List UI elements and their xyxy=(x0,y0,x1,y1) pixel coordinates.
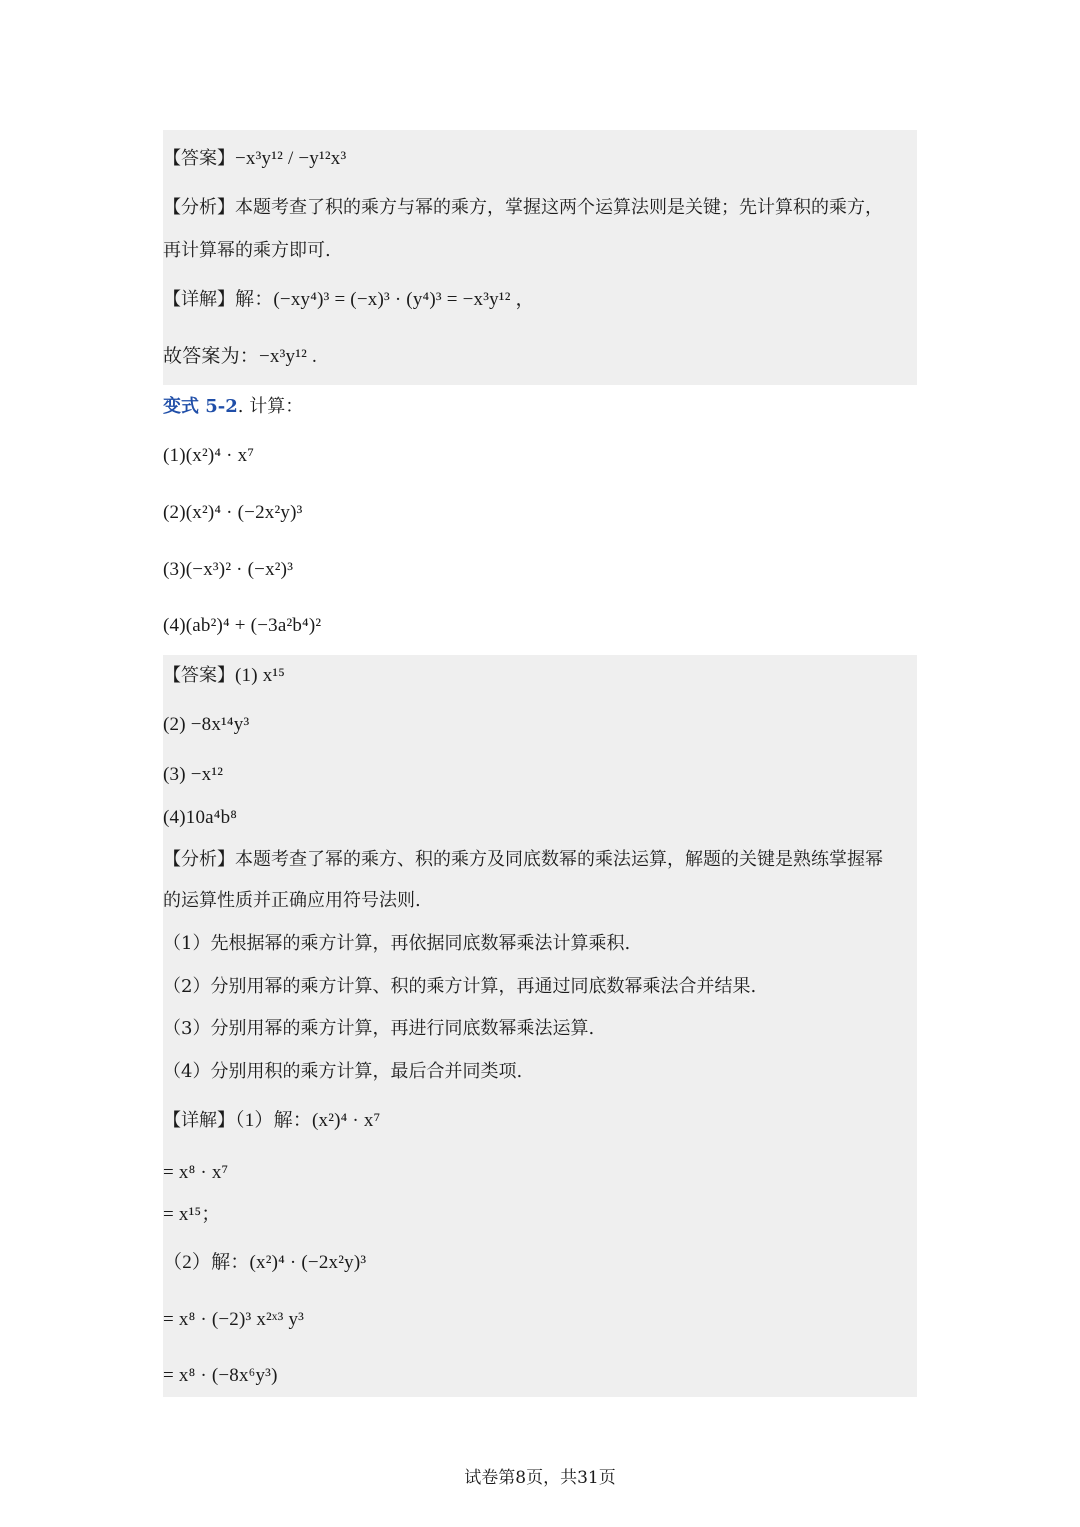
analysis2-line-1 xyxy=(163,846,883,874)
detail-label: 【详解】 xyxy=(163,289,235,310)
analysis-label: 【分析】 xyxy=(163,197,235,218)
question-heading xyxy=(163,393,303,421)
question-label: 变式 5-2 xyxy=(163,396,238,417)
question-item-2: (2)(x²)⁴ · (−2x²y)³ xyxy=(163,502,303,523)
question-tail: . 计算： xyxy=(237,396,304,417)
analysis-text-1: 本题考查了积的乘方与幂的乘方，掌握这两个运算法则是关键；先计算积的乘方， xyxy=(235,197,883,218)
analysis2-text-1: 本题考查了幂的乘方、积的乘方及同底数幂的乘法运算，解题的关键是熟练掌握幂 xyxy=(235,849,883,870)
answer2-1: (1) x¹⁵ xyxy=(235,665,286,686)
detail2-eq-2a: = x⁸ · (−2)³ x²ˣ³ y³ xyxy=(163,1309,305,1330)
answer-line xyxy=(163,145,346,173)
answer2-3: (3) −x¹² xyxy=(163,764,224,785)
analysis2-step-4: （4）分别用积的乘方计算，最后合并同类项. xyxy=(163,1061,523,1082)
answer-expression: −x³y¹² / −y¹²x³ xyxy=(235,148,347,169)
detail2-expression-1: （1）解：(x²)⁴ · x⁷ xyxy=(235,1110,381,1131)
detail-line xyxy=(163,286,535,314)
detail2-eq-1a: = x⁸ · x⁷ xyxy=(163,1162,229,1183)
answer2-label: 【答案】 xyxy=(163,665,235,686)
answer-label: 【答案】 xyxy=(163,148,235,169)
question-item-1: (1)(x²)⁴ · x⁷ xyxy=(163,445,255,466)
analysis-line-2: 再计算幂的乘方即可. xyxy=(163,240,331,261)
detail2-line-1 xyxy=(163,1107,380,1135)
detail2-eq-1b: = x¹⁵； xyxy=(163,1204,221,1225)
detail2-label: 【详解】 xyxy=(163,1110,235,1131)
detail2-eq-2b: = x⁸ · (−8x⁶y³) xyxy=(163,1365,278,1386)
analysis2-step-2: （2）分别用幂的乘方计算、积的乘方计算，再通过同底数幂乘法合并结果. xyxy=(163,976,757,997)
detail-expression: 解：(−xy⁴)³ = (−x)³ · (y⁴)³ = −x³y¹² ， xyxy=(235,289,535,310)
analysis2-step-1: （1）先根据幂的乘方计算，再依据同底数幂乘法计算乘积. xyxy=(163,933,631,954)
answer2-4: (4)10a⁴b⁸ xyxy=(163,807,238,828)
detail2-expression-2: （2）解：(x²)⁴ · (−2x²y)³ xyxy=(163,1252,367,1273)
page-footer: 试卷第8页，共31页 xyxy=(464,1468,616,1488)
analysis2-step-3: （3）分别用幂的乘方计算，再进行同底数幂乘法运算. xyxy=(163,1018,595,1039)
analysis2-line-2: 的运算性质并正确应用符号法则. xyxy=(163,890,421,911)
conclusion-line: 故答案为：−x³y¹² . xyxy=(163,346,317,367)
question-item-4: (4)(ab²)⁴ + (−3a²b⁴)² xyxy=(163,615,322,636)
analysis-line-1 xyxy=(163,194,883,222)
answer2-line xyxy=(163,662,285,690)
analysis2-label: 【分析】 xyxy=(163,849,235,870)
question-item-3: (3)(−x³)² · (−x²)³ xyxy=(163,559,294,580)
answer2-2: (2) −8x¹⁴y³ xyxy=(163,714,250,735)
